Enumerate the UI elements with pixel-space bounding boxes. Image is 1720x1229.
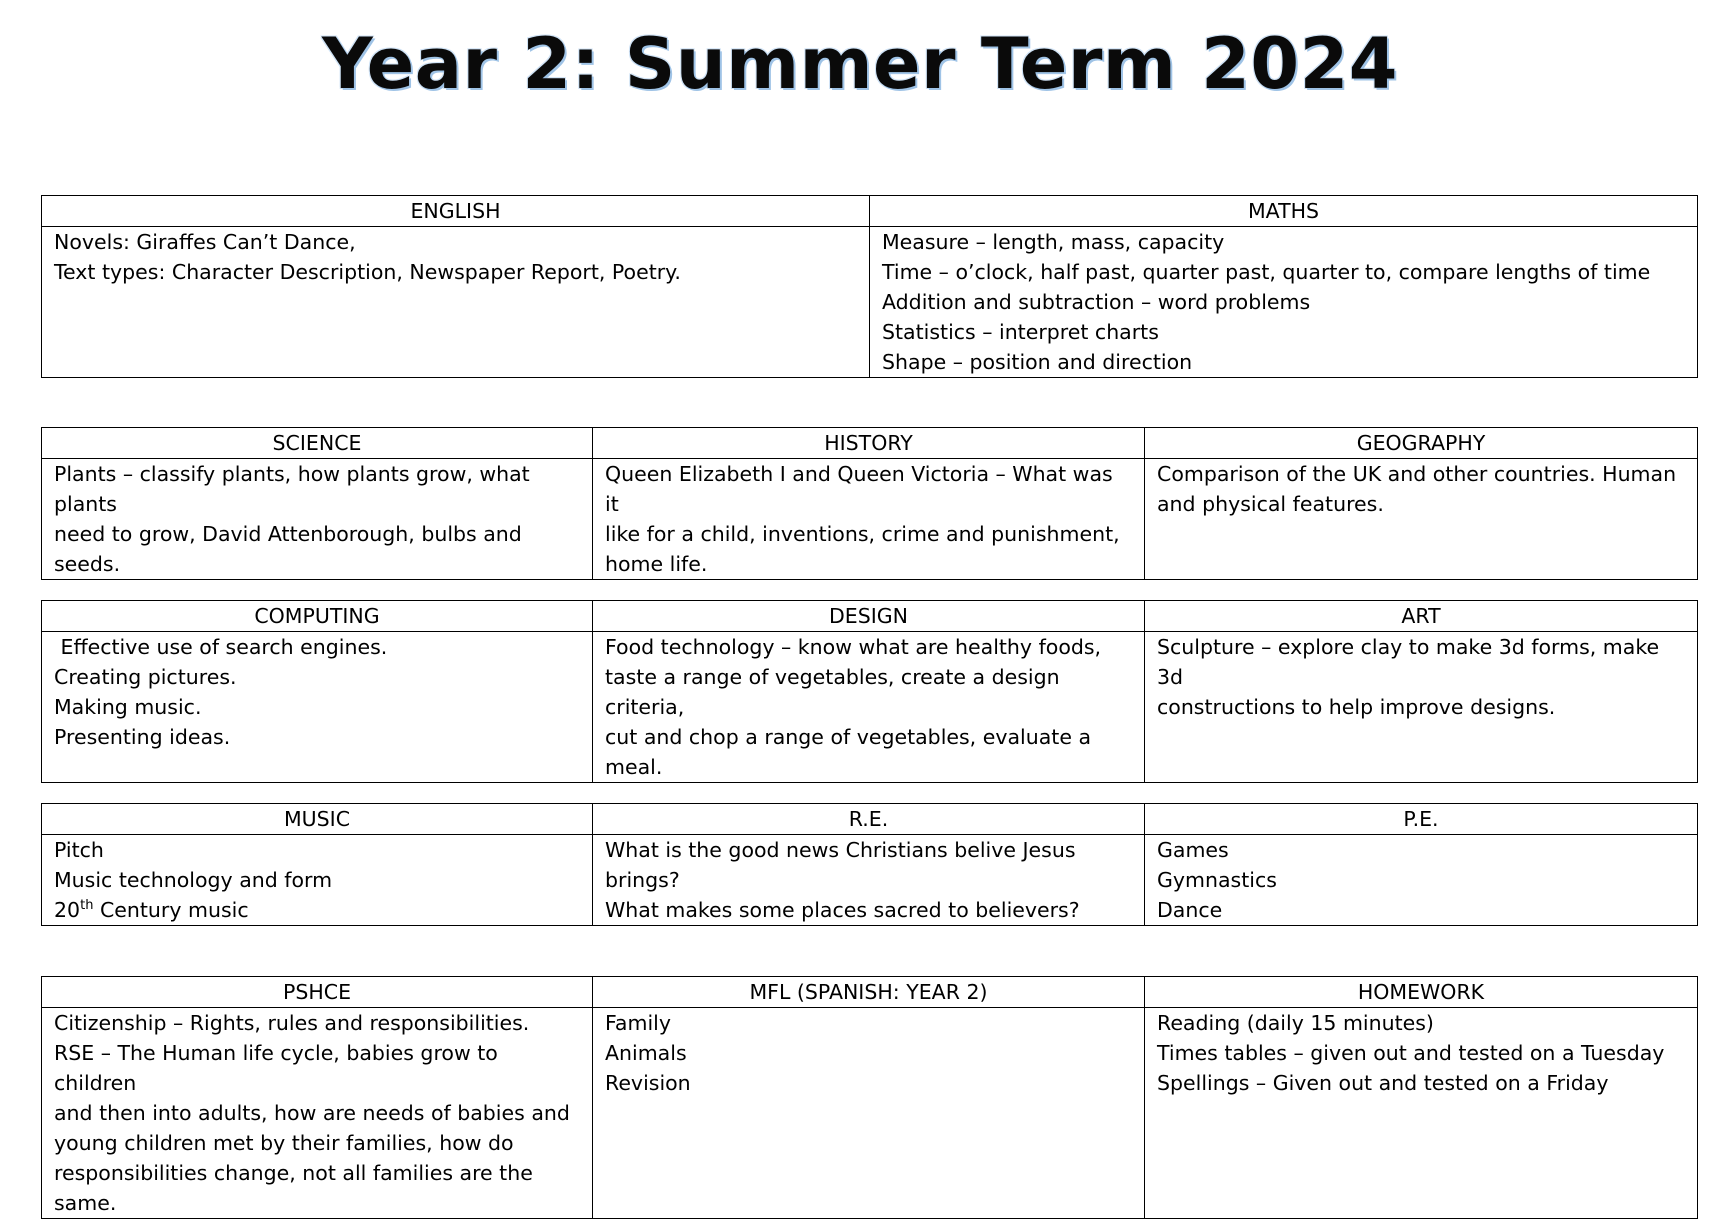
music-line: Pitch [54,838,104,862]
history-header: HISTORY [593,428,1145,459]
design-line: Food technology – know what are healthy foods, [605,635,1102,659]
homework-line: Reading (daily 15 minutes) [1157,1011,1434,1035]
design-line: taste a range of vegetables, create a design criteria, [605,665,1067,719]
computing-content [42,632,593,783]
page-title: Year 2: Summer Term 2024 [321,23,1398,105]
english-maths-table [41,195,1698,378]
geography-header: GEOGRAPHY [1145,428,1698,459]
music-century-number: 20 [54,898,81,922]
re-line: What is the good news Christians belive Jesus [605,838,1076,862]
maths-content [870,227,1698,378]
music-header: MUSIC [42,804,593,835]
art-content [1145,632,1698,783]
pshce-line: RSE – The Human life cycle, babies grow to children [54,1041,505,1095]
pshce-content [42,1008,593,1219]
art-line: constructions to help improve designs. [1157,695,1556,719]
computing-line: Presenting ideas. [54,725,231,749]
pe-line: Dance [1157,898,1223,922]
maths-line: Measure – length, mass, capacity [882,230,1225,254]
pe-header: P.E. [1145,804,1698,835]
science-header: SCIENCE [42,428,593,459]
mfl-line: Revision [605,1071,691,1095]
re-line: brings? [605,868,680,892]
music-century-line [54,895,580,925]
geography-content [1145,459,1698,580]
homework-line: Spellings – Given out and tested on a Friday [1157,1071,1609,1095]
maths-line: Time – o’clock, half past, quarter past, quarter to, compare lengths of time [882,260,1651,284]
design-line: cut and chop a range of vegetables, evaluate a meal. [605,725,1098,779]
computing-line: Creating pictures. [54,665,237,689]
geography-line: Comparison of the UK and other countries. Human [1157,462,1677,486]
pshce-line: and then into adults, how are needs of babies and [54,1101,570,1125]
history-line: like for a child, inventions, crime and punishment, [605,522,1120,546]
mfl-line: Family [605,1011,671,1035]
music-content [42,835,593,926]
science-content [42,459,593,580]
music-re-pe-table [41,803,1698,926]
maths-line: Addition and subtraction – word problems [882,290,1311,314]
mfl-content [593,1008,1145,1219]
pshce-line: young children met by their families, how do [54,1131,514,1155]
pshce-header: PSHCE [42,977,593,1008]
music-line: Music technology and form [54,868,333,892]
pe-content [1145,835,1698,926]
science-line: need to grow, David Attenborough, bulbs and seeds. [54,522,529,576]
re-content [593,835,1145,926]
pshce-line: responsibilities change, not all families are the same. [54,1161,540,1215]
english-content [42,227,870,378]
english-line: Novels: Giraffes Can’t Dance, [54,230,356,254]
history-content [593,459,1145,580]
design-content [593,632,1145,783]
computing-line: Making music. [54,695,202,719]
homework-line: Times tables – given out and tested on a Tuesday [1157,1041,1665,1065]
english-header: ENGLISH [42,196,870,227]
science-history-geography-table [41,427,1698,580]
pshce-mfl-homework-table [41,976,1698,1219]
english-line: Text types: Character Description, Newspaper Report, Poetry. [54,260,681,284]
computing-design-art-table [41,600,1698,783]
re-line: What makes some places sacred to believers? [605,898,1080,922]
art-line: Sculpture – explore clay to make 3d forms, make 3d [1157,635,1666,689]
re-header: R.E. [593,804,1145,835]
art-header: ART [1145,601,1698,632]
music-century-superscript: th [80,898,94,914]
homework-content [1145,1008,1698,1219]
history-line: Queen Elizabeth I and Queen Victoria – What was it [605,462,1120,516]
maths-header: MATHS [870,196,1698,227]
computing-line: Effective use of search engines. [54,635,388,659]
pe-line: Games [1157,838,1229,862]
geography-line: and physical features. [1157,492,1384,516]
maths-line: Shape – position and direction [882,350,1193,374]
mfl-header: MFL (SPANISH: YEAR 2) [593,977,1145,1008]
computing-header: COMPUTING [42,601,593,632]
maths-line: Statistics – interpret charts [882,320,1159,344]
homework-header: HOMEWORK [1145,977,1698,1008]
history-line: home life. [605,552,708,576]
music-century-text: Century music [93,898,249,922]
design-header: DESIGN [593,601,1145,632]
pshce-line: Citizenship – Rights, rules and responsibilities. [54,1011,530,1035]
pe-line: Gymnastics [1157,868,1277,892]
mfl-line: Animals [605,1041,687,1065]
science-line: Plants – classify plants, how plants grow, what plants [54,462,537,516]
